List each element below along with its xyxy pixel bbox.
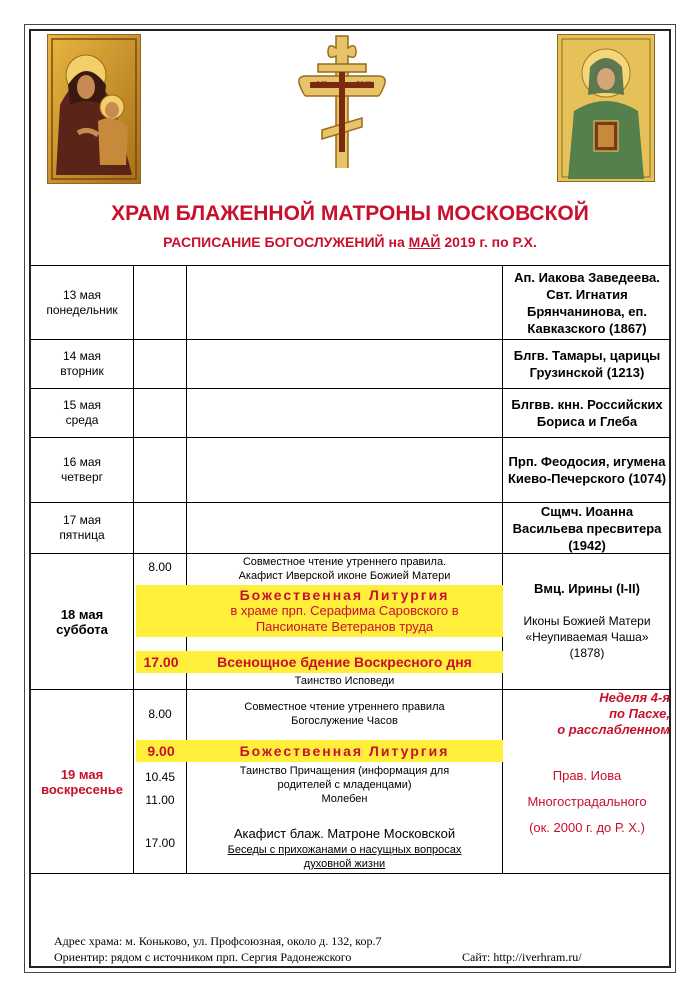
sun-service-5: Акафист блаж. Матроне Московской bbox=[233, 825, 456, 841]
sat-saint-2 bbox=[506, 610, 668, 664]
row-saint-13: Ап. Иакова Заведеева. Свт. Игнатия Брянчанинова, еп. Кавказского (1867) bbox=[514, 269, 660, 336]
row-dow: суббота bbox=[56, 621, 108, 637]
row-dow: среда bbox=[65, 413, 99, 427]
row-saint-14: Блгв. Тамары, царицы Грузинской (1213) bbox=[513, 348, 661, 380]
sun-service-6b: духовной жизни bbox=[303, 858, 386, 870]
table-row-date-18 bbox=[31, 554, 133, 689]
sun-service-6a: Беседы с прихожанами о насущных вопросах bbox=[227, 844, 462, 856]
footer-landmark: Ориентир: рядом с источником прп. Сергия Радонежского bbox=[54, 950, 352, 964]
sun-service-4: Молебен bbox=[321, 793, 368, 805]
row-saint-16: Прп. Феодосия, игумена Киево-Печерского (1074) bbox=[507, 454, 667, 486]
sun-time-4: 11.00 bbox=[145, 792, 175, 807]
sat-saint-2a: Иконы Божией Матери bbox=[523, 614, 651, 628]
row-date: 16 мая bbox=[62, 455, 102, 469]
row-dow: воскресенье bbox=[41, 781, 123, 797]
table-row-date-17 bbox=[31, 503, 133, 553]
sun-time-1: 8.00 bbox=[148, 706, 172, 721]
row-dow: пятница bbox=[59, 528, 105, 542]
sat-saint-2c: (1878) bbox=[569, 646, 605, 660]
sat-liturgy-place-2: Пансионате Ветеранов труда bbox=[255, 619, 434, 634]
orthodox-cross-icon bbox=[296, 34, 388, 168]
sat-vigil: Всенощное бдение Воскресного дня bbox=[217, 653, 472, 670]
sat-service-1 bbox=[187, 554, 502, 584]
matrona-icon bbox=[557, 34, 655, 182]
row-dow: вторник bbox=[60, 364, 104, 378]
sun-saint-3: (ок. 2000 г. до Р. Х.) bbox=[529, 820, 645, 835]
subtitle-suffix: 2019 г. по Р.Х. bbox=[440, 234, 537, 250]
sun-saint bbox=[506, 764, 668, 840]
footer-address: Адрес храма: м. Коньково, ул. Профсоюзная, около д. 132, кор.7 bbox=[54, 934, 382, 948]
sun-week-1: Неделя 4-я bbox=[599, 690, 670, 705]
sun-service-3a: Таинство Причащения (информация для bbox=[239, 765, 450, 777]
row-date: 15 мая bbox=[62, 398, 102, 412]
sat-liturgy-place-1: в храме прп. Серафима Саровского в bbox=[230, 603, 459, 618]
sun-saint-2: Многострадального bbox=[527, 794, 647, 809]
sun-liturgy-title: Божественная Литургия bbox=[239, 742, 450, 759]
row-date: 18 мая bbox=[60, 606, 104, 622]
sun-service-3b: родителей с младенцами) bbox=[277, 779, 412, 791]
sat-service-1b: Акафист Иверской иконе Божией Матери bbox=[238, 570, 451, 582]
row-date: 13 мая bbox=[62, 287, 102, 302]
sun-saint-1: Прав. Иова bbox=[552, 768, 622, 783]
sun-week-3: о расслабленном bbox=[557, 722, 670, 737]
sat-liturgy bbox=[187, 585, 502, 637]
row-saint-15: Блгвв. кнн. Российских Бориса и Глеба bbox=[511, 397, 663, 429]
table-row-date-16 bbox=[31, 438, 133, 502]
table-row-date-13 bbox=[31, 266, 133, 339]
row-saint-17: Сщмч. Иоанна Васильева пресвитера (1942) bbox=[512, 503, 662, 553]
row-dow: четверг bbox=[61, 470, 103, 484]
sun-service-6 bbox=[187, 842, 502, 872]
sat-liturgy-title: Божественная Литургия bbox=[239, 587, 450, 603]
sun-time-2: 9.00 bbox=[147, 742, 175, 759]
sun-service-1b: Богослужение Часов bbox=[291, 715, 398, 727]
subtitle-prefix: РАСПИСАНИЕ БОГОСЛУЖЕНИЙ на bbox=[163, 234, 409, 250]
sun-service-1a: Совместное чтение утреннего правила bbox=[244, 701, 445, 713]
footer-site: Сайт: http://iverhram.ru/ bbox=[462, 950, 582, 964]
page-subtitle bbox=[30, 234, 670, 250]
sat-saint-1: Вмц. Ирины (I-II) bbox=[534, 580, 640, 596]
sun-service-1 bbox=[187, 698, 502, 730]
theotokos-icon bbox=[47, 34, 141, 184]
sat-service-1a: Совместное чтение утреннего правила. bbox=[242, 556, 447, 568]
row-date: 19 мая bbox=[60, 766, 104, 782]
table-row-date-15 bbox=[31, 389, 133, 437]
page-title: ХРАМ БЛАЖЕННОЙ МАТРОНЫ МОСКОВСКОЙ bbox=[111, 202, 589, 225]
sun-service-3 bbox=[187, 763, 502, 807]
subtitle-month: МАЙ bbox=[408, 234, 441, 250]
sun-week bbox=[506, 690, 670, 740]
sat-time-1: 8.00 bbox=[148, 559, 172, 574]
table-row-date-14 bbox=[31, 340, 133, 388]
sat-time-2: 17.00 bbox=[143, 653, 179, 670]
table-row-date-19 bbox=[31, 690, 133, 873]
cross-label-right: XC bbox=[356, 79, 372, 91]
row-dow: понедельник bbox=[46, 302, 118, 317]
row-date: 17 мая bbox=[62, 513, 102, 527]
sun-time-5: 17.00 bbox=[144, 835, 176, 850]
sat-saint-2b: «Неупиваемая Чаша» bbox=[525, 630, 649, 644]
row-date: 14 мая bbox=[62, 349, 102, 363]
cross-label-left: IC bbox=[316, 79, 327, 91]
sun-time-3: 10.45 bbox=[144, 769, 176, 784]
sat-confession: Таинство Исповеди bbox=[294, 675, 395, 687]
sun-week-2: по Пасхе, bbox=[609, 706, 670, 721]
